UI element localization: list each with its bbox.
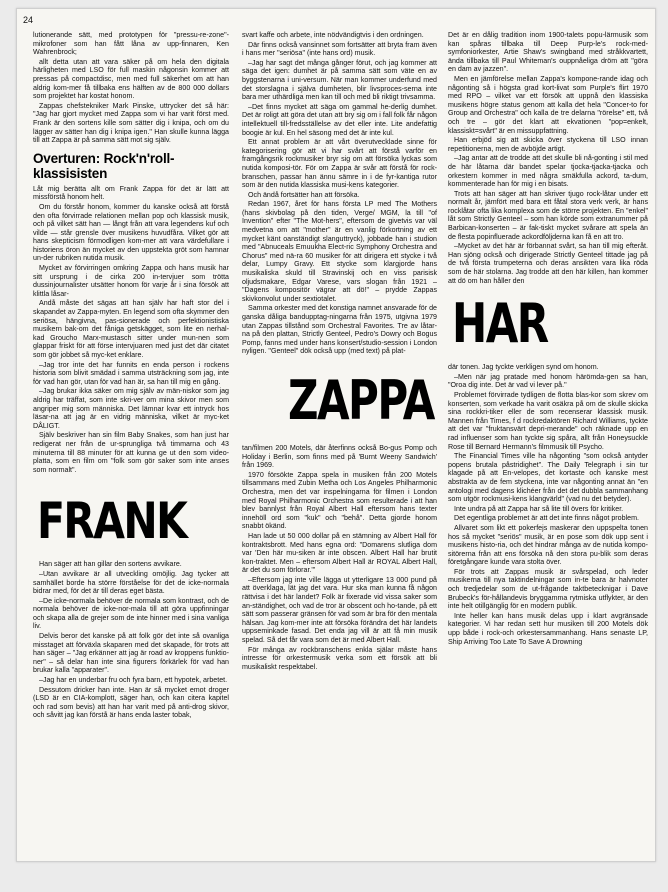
magazine-page xyxy=(16,8,656,862)
paragraph: Men en jämförelse mellan Zappa's kompone-rande idag och någonting så i högsta grad kort-livat som Purple's flirt 1970 med RPO – vilket var ett försök att uppnå den klassiska musikens högre status genom att kalla det hela "Concer-to for Group and Orchestra" och kalla de tre delarna "rörelse" ett, två och tre – gör det klart att ekvationen "pop=enkelt, klassiskt=svårt" är en missuppfattning. xyxy=(448,74,648,135)
paragraph: Andå måste det sägas att han själv har haft stor del i skapandet av Zappa-myten. En legend som ofta skymmer den seriösa, hängivna, pas-sionerade och perfektionistiska musikern bak-om det fåniga getskägget, som lite en nerhal-kad Groucho Marx-mustasch sitter under mun-nen som glappar friskt för att försе intervjuaren med just det där citatet som gör jobbet så myc-ket enklare. xyxy=(33,299,229,359)
paragraph: Där finns också vansinnet som fortsätter att bryta fram även i hans mer "seriösa" (inte hans ord) musik. xyxy=(242,40,437,58)
article-column-1 xyxy=(33,31,229,721)
paragraph: Och ändå fortsätter han att försöka. xyxy=(248,190,360,199)
paragraph: –Jag tror inte det har funnits en enda person i rockens historia som blivit smädad i samma utsträckning som jag, inte för vad han gör, utan för vad han är, sa han till mig en gång. xyxy=(33,360,229,386)
paragraph: Problemet förvirrade tydligen de flotta blas-kor som skrev om konserten, som verkade ha varit osäkra på om de skulle skicka sina rockkri-tiker eller de som recenserar klassisk musik. Mannen från Times, f d rockredaktören Richard Williams, tyckte att det var "fruktansvärt depri-merande" och räknade upp en rad influenser som han tyckte sig spåra, allt från Honeysuckle Rose till Bernard Hermann's filmmusik till Psycho. xyxy=(448,391,648,451)
paragraph: lutionerande sätt, med prototypen för "pressu-re-zone"-mikrofoner som han fått låna av upp-finnaren, Ken Wahrenbrock; xyxy=(33,31,229,57)
paragraph: där tonen. Jag tyckte verkligen synd om honom. xyxy=(448,363,599,372)
paragraph: allt detta utan att vara säker på om hela den digitala härligheten med LSO för full maskin någonsin kommer att pressas på compactdisc, men med full säkerhet om att han aldrig kom-mer få tillbaka ens hälften av de 800 000 dollars som projektet har kostat honom. xyxy=(33,57,229,101)
paragraph: Själv beskriver han sin film Baby Snakes, som han just har redigerat ner från de ur-sprungliga två timmarna och 43 minuterna till 88 minuter för att kunna ge ut den som video-platta, som en film om "folk som gör saker som inte anses som normalt". xyxy=(33,431,229,474)
paragraph: tan/filmen 200 Motels, där återfinns också Bo-gus Pomp och Holiday i Berlin, som finns med på 'Burnt Weeny Sandwich' från 1969. xyxy=(242,443,437,470)
paragraph: Han erbjöd sig att skicka över styckena till LSO innan repetitionerna, men de avböjde artigt. xyxy=(448,136,648,153)
paragraph: För trots att Zappas musik är svårspelad, och leder musikerna till nya taktindelningar som in-te bara är halvnoter och tredjedelar som de ut-frågande taktbetecknigar i Dave Brubeck's för-hållandevis bryggamma rytmiska utflykter, är den inte helt otillgänglig för en modern publik. xyxy=(448,567,648,611)
paragraph: Det är en dålig tradition inom 1900-talets popu-lärmusik som kan spåras tillbaka till Deep Purp-le's rock-med-symfoniorkester, Artie Shaw's swingband med stråkkvartett, ända tillbaka till Paul Whiteman's ouppnåeliga dröm att "göra en dam av jazzen". xyxy=(448,31,648,74)
paragraph: Delvis beror det kanske på att folk gör det inte så ovanliga misstaget att förväxla skaparen med det skapade, för trots att han säger – "Jag erkänner att jag är road av kroppens funktio-ner" – så delar han inte sina figurers förkärlek för vad han brukar kalla "apparater". xyxy=(33,632,229,675)
paragraph: Trots att han säger att han skriver tjugo rock-låtar under ett normalt år, jämfört med bara ett fåtal stora verk verk, är hans rocklåtar ofta lika komplexa som de större projekten. En "enkel" låt som Strictly Genteel – som han körde som extranummer på Barbican-konserten – är fak-tiskt mycket svårare att spela än de flesta popinfluerade ackordföljderna kan få en att tro. xyxy=(448,189,648,241)
paragraph: Zappas chefstekniker Mark Pinske, uttrycker det så här: "Jag har gjort mycket med Zappa som vi har varit först med. Frank är den sortens kille som sätter dig i knipa, och om du lägger av sätter han dig i knipa igen." Han skulle kunna lägga till att Zappa är på samma sätt mot sig själv. xyxy=(33,101,229,145)
paragraph: Dessutom dricker han inte. Han är så mycket emot droger (LSD är en CIA-komplott, säger han, och kan citera kapitel och rad som bevis) att han har varit med på anti-drog skivor, och såvitt jag kan förstå är hans enda laster tobak, xyxy=(33,685,229,720)
headline-word-frank: FRANK xyxy=(37,492,187,551)
paragraph: –Mycket av det här är förbannat svårt, sa han till mig efteråt. Han sjöng också och dirigerade Strictly Genteel tittade jag på de två första trumpeterna och deras ansikten vara lika röda som de här stolarna. Jag trodde att den här killen, han kommer att dö om han håller den xyxy=(448,242,648,285)
paragraph: Samma orkester med det konstiga namnet ansvarade för de ganska dåliga bandupptag-ningarna från 1975, utgivna 1979 utan Zappas tillstånd som Orchestral Favorites. Tre av låtar-na på den plattan, Strictly Genteel, Pedro's Dowry och Bogus Pomp, fanns med under hans konsert/studio-session i London nyligen. "Genteel" dök också upp (med text) på plat- xyxy=(242,304,437,356)
paragraph: Om du förstår honom, kommer du kanske också att förstå den ofta förvirrade relationen mellan pop och klassisk musik, och på vilket sätt han — långt från att vara legendens kuf och vilde — står grensle över musikens huvudfåra. Vilket gör att hans skepticism förmodligen kom-mer att vara värdefullare i historiens öron än mycket av den uppstekta gröt som hamnar un-der rubriken nutida musik. xyxy=(33,202,229,263)
paragraph: För många av rockbranschens enkla själar måste hans intresse för orkestermusik verka som ett försök att bli musikaliskt respektabel. xyxy=(242,645,437,671)
paragraph: 1970 försökte Zappa spela in musiken från 200 Motels tillsammans med Zubin Metha och Los Angeles Philharmonic Orchestra, men det var inspelningarna för filmen i London med Royal Philharmonic Orchestra som resulterade i att han blev bannlyst från Royal Albert Hall eftersom hans texter innehöll ord som "kuk" och "behå". Detta gjorde honom snabbt ökänd. xyxy=(242,470,437,531)
article-column-2 xyxy=(242,31,437,672)
paragraph: Inte undra på att Zappa har så lite till övers för kritiker. xyxy=(454,504,624,513)
paragraph: –Jag har en underbar fru och fyra barn, ett hypotek, arbetet. xyxy=(39,676,228,685)
paragraph: –Jag har sagt det många gånger förut, och jag kommer att säga det igen: dumhet är på samma sätt som väte en av byggstenarna i uni-versum. När man kommer underfund med det storslagna i själva dumheten, blir livsproces-serna inte bara mer uthärdliga men kan till och med bli riktigt trivsamma. xyxy=(242,58,437,102)
paragraph: svart kaffe och arbete, inte nödvändigtvis i den ordningen. xyxy=(242,31,424,39)
paragraph: –Eftersom jag inte ville lägga ut ytterligare 13 000 pund på att överklaga, lät jag det vara. Hur ska man kunna få någon rättvisa i det här landet? Folk är fixerade vid vissa saker som an-ständighet, och vad de tror är obscent och ho-tande, på ett sätt som passerar gränsen för vad som är bra för den mentala hälsan. Jag kom-mer inte att försöka förändra det här landets uppseminkade fasad. Det enda jag vill är att få min musik spelad. Så det får vara som det är med Albert Hall. xyxy=(242,575,437,645)
paragraph: –Men när jag pratade med honom härömda-gen sa han, "Oroa dig inte. Det är vad vi lever på." xyxy=(448,372,648,390)
paragraph: Låt mig berätta allt om Frank Zappa för det är lätt att missförstå honom helt. xyxy=(33,184,229,202)
headline-word-zappa: ZAPPA xyxy=(288,368,434,432)
page-number: 24 xyxy=(23,15,34,25)
paragraph: Allvaret som likt ett pokerfejs maskerar den uppspelta tonen hos så mycket "seriös" musik, är en pose som dök upp sent i musikens histo-ria, och det hindrar många av de nutida kompo-sitörerna från att ens försöka nå den stora pu-blik som deras företgångare kunde vara stolta över. xyxy=(448,523,648,567)
paragraph: Han lade ut 50 000 dollar på en stämning av Albert Hall för kontraktsbrott. Med hans egna ord: "Domarens slutliga dom var 'Den här mu-siken är inte obscen. Albert Hall har brutit kon-traktet. Men – eftersom Albert Hall är ROYAL Albert Hall, är det du som förlorar.'" xyxy=(242,531,437,575)
paragraph: Inte heller kan hans musik delas upp i klart avgränsade kategorier. Vi har redan sett hur musiken till 200 Motels dök upp både i rock-och orkestersammanhang. Hans senaste LP, Ship Arriving Too Late To Save A Drowning xyxy=(448,611,648,646)
headline-word-har: HAR xyxy=(452,292,548,356)
paragraph: –Det finns mycket att säga om gammal he-derlig dumhet. Det är roligt att göra det utan att bry sig om i fall folk får någon intellektuell till-fredsställelse av det eller inte. Lite andefattig boogie är kul. En hel säsong med det är inte kul. xyxy=(242,102,437,137)
paragraph: Ett annat problem är att vårt överutvecklade sinne för kategorisering gör att vi har svårt att förstå varför en framgångsrik rockmusiker bryr sig om att försöka lyckas som nutida komposi-tör. För om Zappa är svår att förstå för rock-branschen, passar han ännu sämre in i de fyr-kantiga rutor som är den nutida klassiska musi-kens kategorier. xyxy=(242,138,437,190)
paragraph: –Jag antar att de trodde att det skulle bli nå-gonting i stil med de här låtarna där bandet spelar tjocka-tjacka-tjacka och orkestern kommer in med några smäkfulla ackord, ta-dum, kommenterade han för mig i en bisats. xyxy=(448,154,648,189)
paragraph: The Financial Times ville ha någonting "som också antyder popens brutala påstridighet". The Daily Telegraph i sin tur klagade på att En-velopes, det kortaste och kanske mest abstrakta av de fem styckena, inte var någonting annat än "en antologi med dagens klichéer från det det dubbla sammanhang som utgör rockmusi-kens klangvärld" (vad nu det betyder). xyxy=(448,452,648,504)
paragraph: Han säger att han gillar den sortens avvikare. xyxy=(39,560,182,569)
paragraph: Mycket av förvirringen omkring Zappa och hans musik har sitt ursprung i de cirka 200 in-tervjuer som tröttа dussinjournalister utsätter honom för varje år i sina försök att klittla låsar- xyxy=(33,264,229,298)
article-column-3 xyxy=(448,31,648,647)
paragraph: –De icke-normala behöver de normala som kontrast, och de normala behöver de icke-nor-mala till att göra uppfinningar och skapa alla de grejer som de inte hinner med i sina vanliga liv. xyxy=(33,596,229,631)
paragraph: –Jag brukar ikka säker om mig själv av män-niskor som jag aldrig har träffat, som inte skri-ver om mina skivor men som angriper mig som människa. Det lämnar kvar ett intryck hos läsar-na att jag är en vidrig människa, vilket är myc-ket DÅLIGT. xyxy=(33,387,229,430)
section-heading: Overturen: Rock'n'roll-klassisisten xyxy=(33,150,175,181)
paragraph: Redan 1967, året för hans första LP med The Mothers (hans skivbolag på den tiden, Verge/ MGM, la till "of Invention" efter "The Mot-hers", eftersom de givetvis var väl medvetna om att "mother" är en vanlig förkortning av ett mycket känt oanständigt slanguttryck), jobbade han i studion med "Abnuceals Emuukha Elect-ric Symphony Orchestra and Chorus" med nä-ra 60 musiker för att dirigera ett stycke i två delar, Lumpy Gravy. Ett stycke som klargjorde hans musikaliska skuld till Stravinskij och en viss parisisk oljudsmakare, Edgar Varese, vars slogan från 1921 – "Dagens kompositör vägrar att dö!" – prydde Zappas skivkonvolut under sextiotalet. xyxy=(242,200,437,303)
paragraph: –Utan avvikare är all utveckling omöjlig. Jag tycker att samhället borde ha större förståelse för det de icke-normala bidrar med, för det är till deras eget bästa. xyxy=(33,569,229,596)
paragraph: Det egentliga problemet är att det inte finns något problem. xyxy=(454,514,639,523)
